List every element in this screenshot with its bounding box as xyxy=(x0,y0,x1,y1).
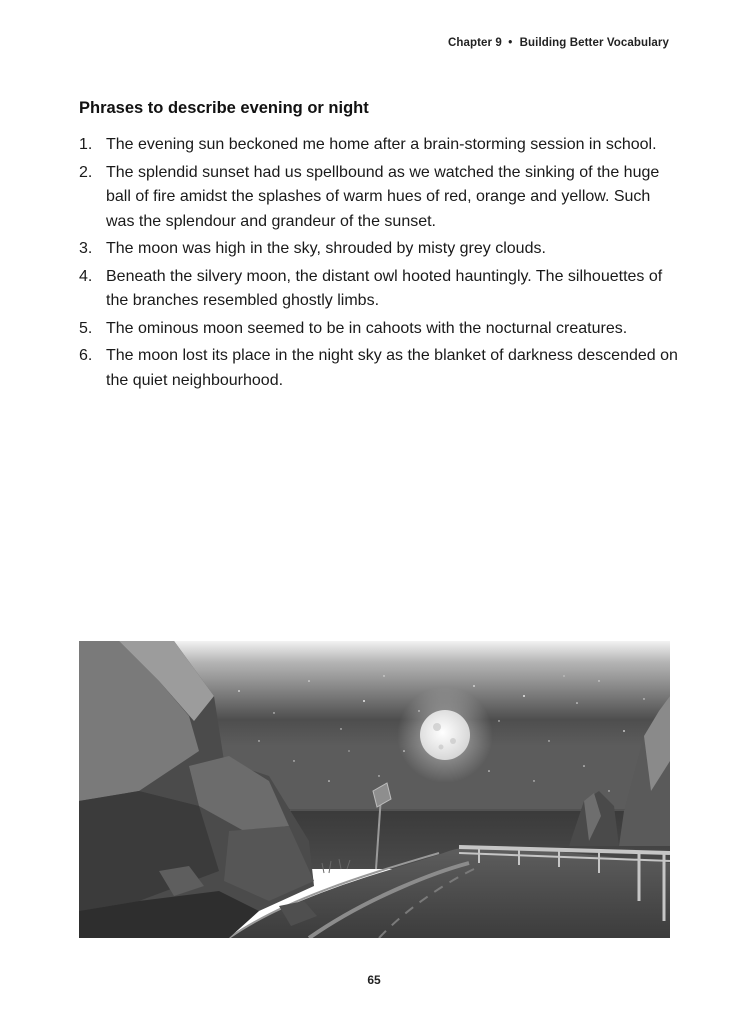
chapter-title: Building Better Vocabulary xyxy=(519,37,669,49)
page-number: 65 xyxy=(367,973,381,987)
list-item xyxy=(79,237,679,262)
item-number: 5. xyxy=(79,319,93,337)
item-number: 3. xyxy=(79,240,93,257)
night-scene-illustration xyxy=(79,641,670,938)
item-number: 1. xyxy=(79,136,93,153)
item-text: The moon lost its place in the night sky as the blanket of darkness descended on the quiet neighbourhood. xyxy=(106,347,678,389)
item-number: 2. xyxy=(79,163,93,181)
item-text: The moon was high in the sky, shrouded by misty grey clouds. xyxy=(106,240,546,257)
list-item xyxy=(79,161,679,235)
header-separator: • xyxy=(508,37,513,49)
item-text: The splendid sunset had us spellbound as we watched the sinking of the huge ball of fire amidst the splashes of warm hues of red, orange and yellow. Such was the splendour and grandeur of the sunset. xyxy=(106,163,660,230)
list-item xyxy=(79,344,679,393)
list-item xyxy=(79,133,679,158)
night-scene-svg xyxy=(79,641,670,938)
list-item xyxy=(79,265,679,314)
item-number: 4. xyxy=(79,267,93,285)
running-header xyxy=(448,37,669,49)
chapter-label: Chapter 9 xyxy=(447,37,502,49)
item-text: The ominous moon seemed to be in cahoots with the nocturnal creatures. xyxy=(106,319,628,337)
list-item xyxy=(79,317,679,342)
item-text: The evening sun beckoned me home after a brain-storming session in school. xyxy=(106,136,657,153)
section-title: Phrases to describe evening or night xyxy=(79,99,369,117)
item-number: 6. xyxy=(79,347,93,364)
phrase-list xyxy=(79,133,679,396)
moon xyxy=(420,710,470,760)
item-text: Beneath the silvery moon, the distant owl hooted hauntingly. The silhouettes of the branches resembled ghostly limbs. xyxy=(106,267,663,309)
